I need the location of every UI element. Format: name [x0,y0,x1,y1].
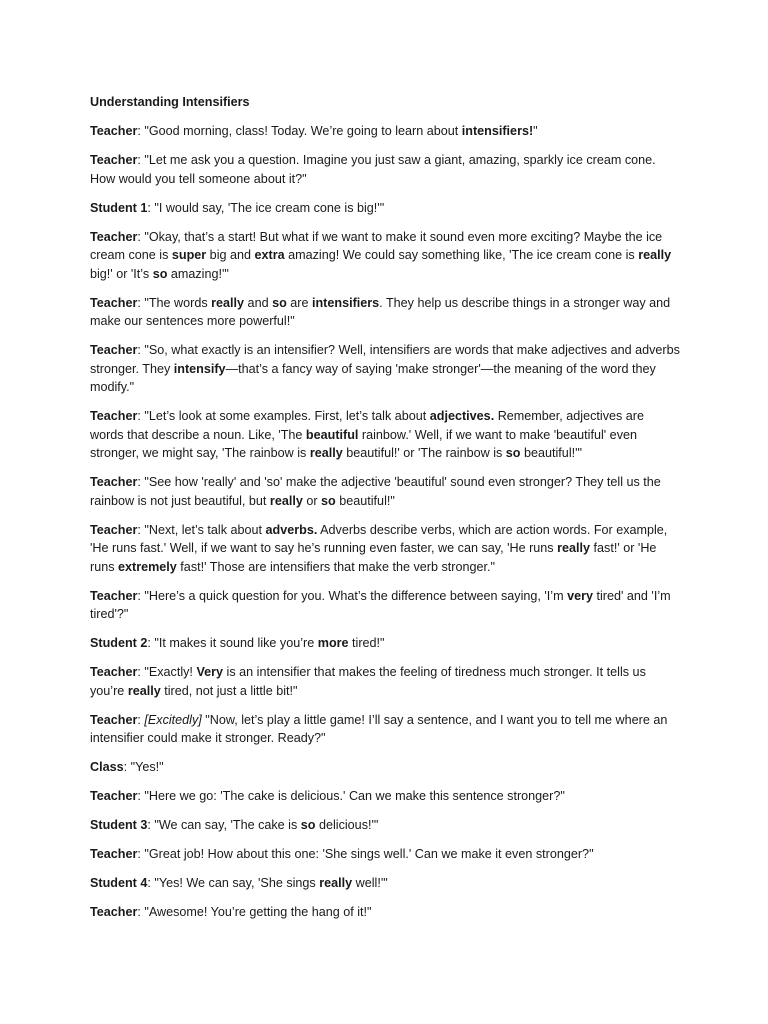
speaker-label: Student 2 [90,636,148,650]
speaker-label: Student 1 [90,200,148,215]
dialogue-text: rainbow.' Well, if we want to make 'beautiful' even stronger, we might say, 'The rainbow is [90,427,637,460]
dialogue-text: : "See how 'really' and 'so' make the adjective 'beautiful' sound even stronger? They tell us the rainbow is not just beautiful, but [90,475,661,508]
dialogue-text: well!'" [352,876,388,890]
dialogue-text: "Now, let’s play a little game! I’ll say a sentence, and I want you to tell me where an intensifier could make it stronger. Ready?" [90,712,668,745]
stage-direction: [Excitedly] [144,712,202,727]
dialogue-paragraph [90,634,680,653]
emphasized-word: adjectives. [429,409,495,423]
emphasized-word: very [567,588,593,603]
speaker-label: Teacher [90,588,138,603]
dialogue-text: : "I would say, 'The ice cream cone is big!'" [147,200,385,215]
dialogue-text: : [137,712,145,727]
dialogue-text: and [244,295,273,310]
dialogue-paragraph [90,407,680,463]
emphasized-word: so [300,818,316,832]
dialogue-text: : "Yes!" [123,760,164,774]
dialogue-text: : "It makes it sound like you’re [147,636,318,650]
emphasized-word: really [127,683,161,698]
speaker-label: Teacher [90,475,138,489]
speaker-label: Class [90,760,124,774]
speaker-label: Teacher [90,847,138,861]
dialogue-text: big and [206,248,255,262]
speaker-label: Teacher [90,295,138,310]
emphasized-word: extremely [118,559,177,574]
dialogue-text: Remember, adjectives are words that describe a noun. Like, 'The [90,409,644,442]
dialogue-paragraph [90,473,680,510]
dialogue-text: fast!' Those are intensifiers that make the verb stronger." [176,559,495,574]
speaker-label: Teacher [90,343,138,357]
emphasized-word: really [638,248,672,262]
speaker-label: Teacher [90,153,138,167]
dialogue-paragraph [90,587,680,624]
speaker-label: Teacher [90,789,138,803]
dialogue-paragraph [90,663,680,700]
emphasized-word: really [269,493,303,508]
dialogue-text: : "Okay, that’s a start! But what if we want to make it sound even more exciting? Maybe the ice cream cone is [90,229,663,262]
document-title: Understanding Intensifiers [90,95,250,109]
dialogue-text: : "Here we go: 'The cake is delicious.' Can we make this sentence stronger?" [137,789,565,803]
dialogue-paragraph [90,758,680,777]
dialogue-text: fast!' or 'He runs [90,541,657,574]
dialogue-text: " [533,124,538,138]
dialogue-text: tired, not just a little bit!" [160,683,298,698]
dialogue-text: : "Great job! How about this one: 'She sings well.' Can we make it even stronger?" [137,847,594,861]
dialogue-text: : "Awesome! You’re getting the hang of it!" [137,905,372,919]
dialogue-text: Adverbs describe verbs, which are action words. For example, 'He runs fast.' Well, if we want to say he’s running even faster, we can say, 'He runs [90,522,668,555]
dialogue-text: is an intensifier that makes the feeling of tiredness much stronger. It tells us you’re [90,665,646,698]
dialogue-paragraph [90,711,680,748]
emphasized-word: so [272,295,287,310]
dialogue-text: amazing!'" [167,266,229,281]
dialogue-text: : "Let me ask you a question. Imagine you just saw a giant, amazing, sparkly ice cream cone. How would you tell someone about it?" [90,153,656,186]
dialogue-text: : "The words [137,295,212,310]
speaker-label: Teacher [90,522,138,537]
emphasized-word: so [505,446,521,460]
dialogue-paragraph [90,903,680,922]
dialogue-paragraph [90,816,680,835]
emphasized-word: really [319,876,353,890]
dialogue-paragraph [90,874,680,893]
dialogue-text: tired!" [348,636,385,650]
speaker-label: Student 4 [90,876,148,890]
dialogue-paragraph [90,845,680,864]
emphasized-word: beautiful [305,427,359,442]
emphasized-word: Very [196,665,224,679]
speaker-label: Teacher [90,409,138,423]
emphasized-word: more [317,636,349,650]
dialogue-paragraph [90,199,680,218]
speaker-label: Teacher [90,905,138,919]
dialogue-text: : "So, what exactly is an intensifier? Well, intensifiers are words that make adjectives and adverbs stronger. They [90,343,680,376]
speaker-label: Student 3 [90,818,148,832]
dialogue-paragraph [90,521,680,577]
dialogue-text: beautiful!'" [520,446,582,460]
dialogue-text: : "We can say, 'The cake is [147,818,301,832]
dialogue-text: beautiful!' or 'The rainbow is [342,446,506,460]
dialogue-text: : "Let’s look at some examples. First, let’s talk about [137,409,430,423]
dialogue-text: . They help us describe things in a stronger way and make our sentences more powerful!" [90,295,671,328]
dialogue-body [90,122,680,922]
dialogue-paragraph [90,228,680,284]
dialogue-text: amazing! We could say something like, 'The ice cream cone is [284,248,639,262]
emphasized-word: really [557,541,591,555]
emphasized-word: intensify [173,361,226,376]
emphasized-word: intensifiers! [461,124,534,138]
emphasized-word: intensifiers [311,295,380,310]
emphasized-word: so [152,266,168,281]
emphasized-word: so [321,493,336,508]
dialogue-text: : "Exactly! [137,665,197,679]
dialogue-text: are [286,295,312,310]
dialogue-text: : "Here’s a quick question for you. What’s the difference between saying, 'I’m [137,588,568,603]
speaker-label: Teacher [90,124,138,138]
dialogue-paragraph [90,122,680,141]
dialogue-text: : "Next, let’s talk about [137,522,266,537]
dialogue-paragraph [90,294,680,331]
emphasized-word: super [171,248,207,262]
dialogue-text: delicious!'" [315,818,379,832]
emphasized-word: extra [254,248,285,262]
dialogue-text: : "Yes! We can say, 'She sings [147,876,320,890]
dialogue-paragraph [90,787,680,806]
speaker-label: Teacher [90,665,138,679]
emphasized-word: really [211,295,245,310]
emphasized-word: adverbs. [265,522,318,537]
dialogue-text: tired' and 'I’m tired'?" [90,588,671,621]
speaker-label: Teacher [90,712,138,727]
dialogue-text: or [302,493,322,508]
speaker-label: Teacher [90,229,138,244]
dialogue-text: beautiful!" [335,493,395,508]
emphasized-word: really [309,446,343,460]
dialogue-text: —that’s a fancy way of saying 'make stronger'—the meaning of the word they modify." [90,361,656,394]
dialogue-paragraph [90,341,680,397]
dialogue-text: big!' or 'It’s [90,266,153,281]
dialogue-paragraph [90,151,680,188]
dialogue-text: : "Good morning, class! Today. We’re going to learn about [137,124,462,138]
